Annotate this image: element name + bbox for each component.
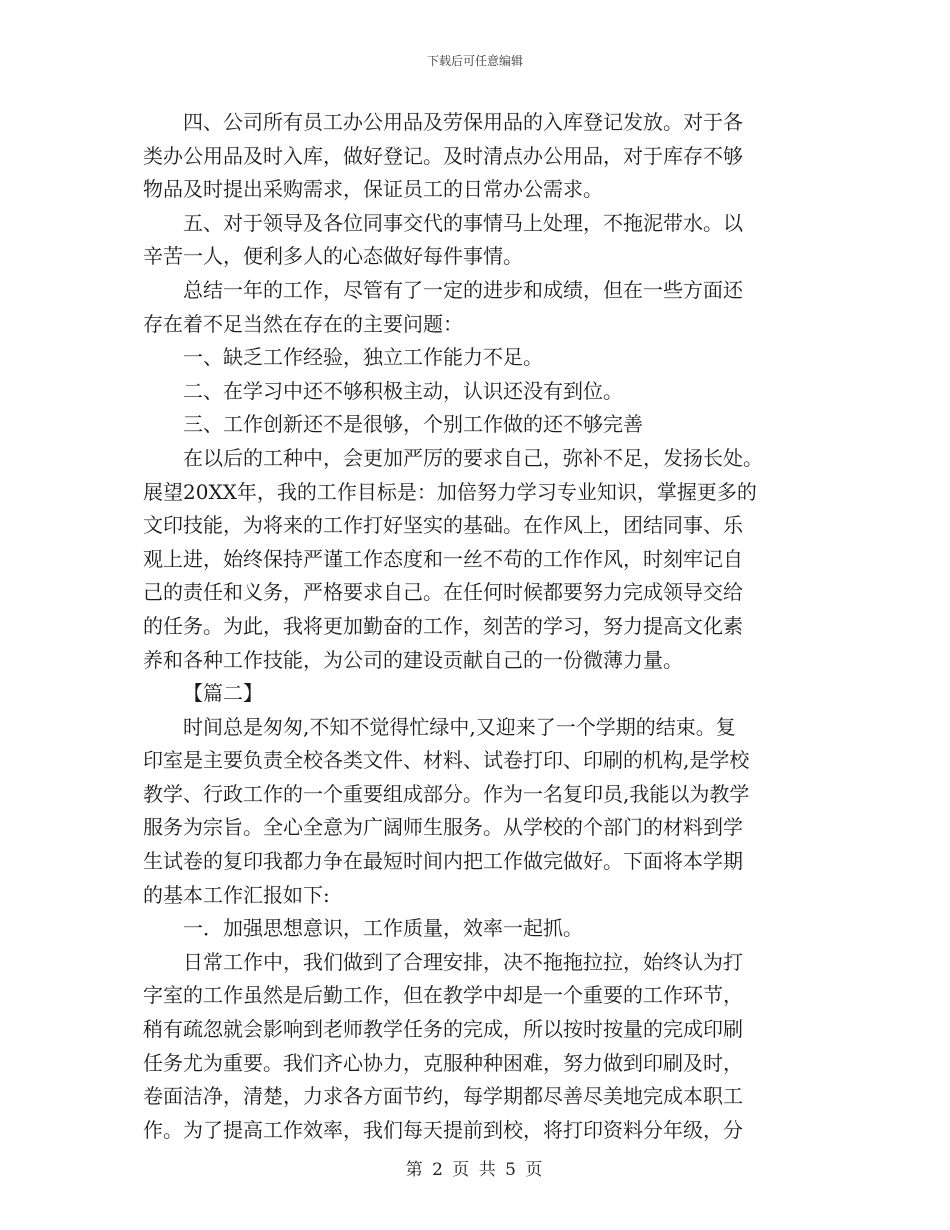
page-number: 第 2 页 共 5 页	[405, 1160, 545, 1180]
section-heading: 【篇二】	[183, 681, 263, 706]
text-line: 五、对于领导及各位同事交代的事情马上处理，不拖泥带水。以	[183, 210, 743, 235]
text-line: 日常工作中，我们做到了合理安排，决不拖拖拉拉，始终认为打	[183, 949, 743, 974]
paragraph-outlook	[143, 442, 823, 677]
text-line: 四、公司所有员工办公用品及劳保用品的入库登记发放。对于各	[183, 110, 743, 134]
paragraph-office-supplies	[143, 106, 823, 207]
text-line: 文印技能，为将来的工作打好坚实的基础。在作风上，团结同事、乐	[143, 513, 743, 538]
text-line: 类办公用品及时入库，做好登记。及时清点办公用品，对于库存不够	[143, 143, 743, 168]
paragraph-handling-tasks	[143, 207, 823, 274]
paragraph-intro-copy-room	[143, 711, 823, 913]
text-line: 卷面洁净，清楚，力求各方面节约，每学期都尽善尽美地完成本职工	[143, 1084, 743, 1109]
text-line: 时间总是匆匆,不知不觉得忙绿中,又迎来了一个学期的结束。复	[183, 714, 736, 739]
paragraph-daily-work	[143, 946, 823, 1148]
problem-item-2: 二、在学习中还不够积极主动，认识还没有到位。	[183, 378, 623, 403]
text-line: 展望20XX年，我的工作目标是：加倍努力学习专业知识，掌握更多的	[143, 479, 757, 504]
text-line: 存在着不足当然在存在的主要问题：	[143, 311, 463, 336]
text-line: 的基本工作汇报如下:	[143, 882, 330, 907]
text-line: 的任务。为此，我将更加勤奋的工作，刻苦的学习，努力提高文化素	[143, 613, 743, 638]
problem-item-3: 三、工作创新还不是很够，个别工作做的还不够完善	[183, 412, 643, 437]
problem-item-1: 一、缺乏工作经验，独立工作能力不足。	[183, 345, 543, 370]
page-header: 下载后可任意编辑	[426, 54, 523, 68]
text-line: 己的责任和义务，严格要求自己。在任何时候都要努力完成领导交给	[143, 580, 743, 605]
text-line: 辛苦一人，便利多人的心态做好每件事情。	[143, 244, 523, 269]
text-line: 稍有疏忽就会影响到老师教学任务的完成，所以按时按量的完成印刷	[143, 1017, 743, 1042]
document-body	[143, 106, 823, 1147]
text-line: 观上进，始终保持严谨工作态度和一丝不苟的工作作风，时刻牢记自	[143, 546, 743, 571]
text-line: 在以后的工种中，会更加严厉的要求自己，弥补不足，发扬长处。	[183, 445, 763, 470]
text-line: 服务为宗旨。全心全意为广阔师生服务。从学校的个部门的材料到学	[143, 815, 743, 840]
text-line: 总结一年的工作，尽管有了一定的进步和成绩，但在一些方面还	[183, 277, 743, 302]
text-line: 印室是主要负责全校各类文件、材料、试卷打印、印刷的机构,是学校	[143, 748, 750, 773]
paragraph-summary	[143, 274, 823, 341]
subheading-item-1: 一．加强思想意识，工作质量，效率一起抓。	[183, 916, 583, 941]
text-line: 生试卷的复印我都力争在最短时间内把工作做完做好。下面将本学期	[143, 849, 743, 874]
text-line: 养和各种工作技能，为公司的建设贡献自己的一份微薄力量。	[143, 647, 683, 672]
text-line: 教学、行政工作的一个重要组成部分。作为一名复印员,我能以为教学	[143, 781, 750, 806]
text-line: 作。为了提高工作效率，我们每天提前到校，将打印资料分年级，分	[143, 1117, 743, 1142]
text-line: 任务尤为重要。我们齐心协力，克服种种困难，努力做到印刷及时，	[143, 1050, 743, 1075]
text-line: 字室的工作虽然是后勤工作，但在教学中却是一个重要的工作环节，	[143, 983, 743, 1008]
text-line: 物品及时提出采购需求，保证员工的日常办公需求。	[143, 177, 603, 202]
